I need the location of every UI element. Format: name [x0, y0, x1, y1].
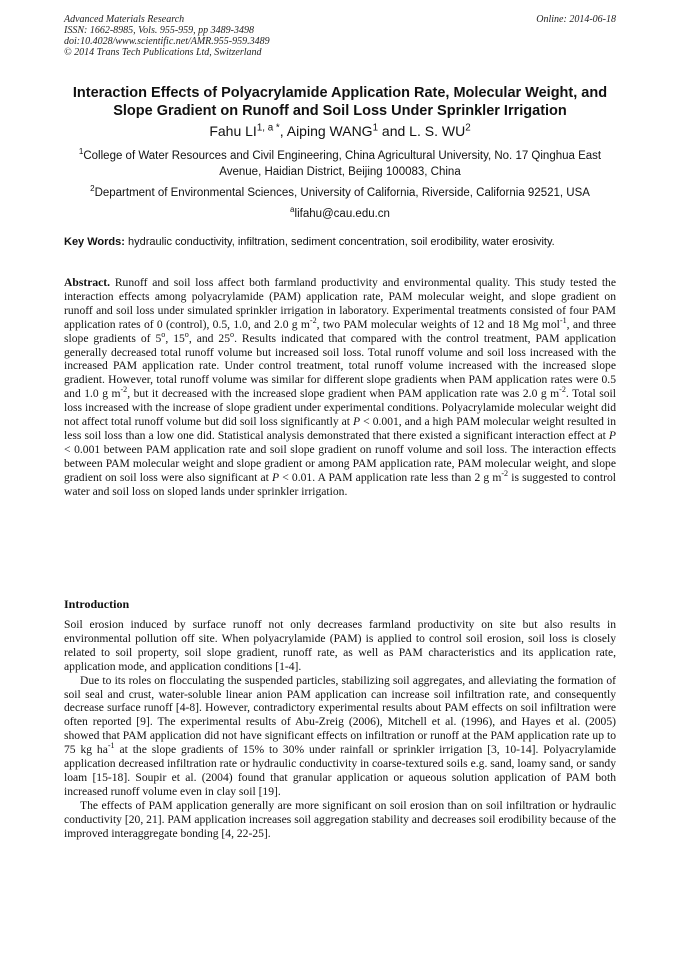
- author-name: L. S. WU: [409, 123, 466, 139]
- paragraph: The effects of PAM application generally are more significant on soil erosion than on soil infiltration or hydraulic conductivity [20, 21]. PAM application increases soil aggregation stability and decreases soil erodibility because of the improved interaggregate bonding [4, 22-25].: [64, 798, 616, 840]
- author-name: Fahu LI: [209, 123, 257, 139]
- journal-header: [64, 14, 616, 58]
- email-address: lifahu@cau.edu.cn: [294, 208, 390, 220]
- degree-superscript: o: [230, 329, 235, 339]
- abstract-text: , two PAM molecular weights of 12 and 18 Mg mol: [316, 317, 560, 331]
- keywords: [64, 236, 616, 250]
- abstract: [64, 276, 616, 499]
- affiliation-2: [60, 185, 620, 201]
- author-list: [60, 122, 620, 140]
- superscript: -2: [309, 315, 317, 325]
- p-value-symbol: P: [608, 428, 616, 442]
- section-heading-introduction: Introduction: [64, 597, 130, 611]
- abstract-label: Abstract.: [64, 276, 111, 289]
- abstract-text: . Total soil loss increased with the increase of slope gradient under experimental conditions. Polyacrylamide molecular weight did not affect total runoff volume but did soil loss significantly at: [64, 387, 616, 429]
- issn-line: ISSN: 1662-8985, Vols. 955-959, pp 3489-3498: [64, 25, 254, 36]
- degree-superscript: o: [184, 329, 189, 339]
- paragraph: Soil erosion induced by surface runoff not only decreases farmland productivity on site but also results in environmental pollution off site. When polyacrylamide (PAM) is applied to control soil erosion, soil loss is closely related to soil property, soil slope gradient, runoff rate, as well as PAM characteristics and its application rate, application mode, and application conditions [1-4].: [64, 618, 616, 673]
- abstract-text: , and three slope gradients of 5: [64, 317, 616, 345]
- copyright-line: © 2014 Trans Tech Publications Ltd, Switzerland: [64, 47, 262, 58]
- journal-name: Advanced Materials Research: [64, 14, 185, 25]
- affiliation-text: College of Water Resources and Civil Engineering, China Agricultural University, No. 17 Qinghua East Avenue, Haidian District, Beijing 100083, China: [83, 150, 602, 178]
- abstract-text: . Results indicated that compared with the control treatment, PAM application generally decreased total runoff volume but increased soil loss. Total runoff volume and soil loss increased with the increased PAM application rate. Under control treatment, total runoff volume increased with the increased slope gradient. However, total runoff volume was similar for different slope gradients when PAM application rates were 0.5 and 1.0 g m: [64, 331, 617, 401]
- p-value-symbol: P: [353, 415, 361, 429]
- author-name: Aiping WANG: [286, 123, 373, 139]
- doi-line: doi:10.4028/www.scientific.net/AMR.955-959.3489: [64, 36, 270, 47]
- author-separator: and: [378, 123, 410, 139]
- paper-title: Interaction Effects of Polyacrylamide Application Rate, Molecular Weight, and Slope Gradient on Runoff and Soil Loss Under Sprinkler Irrigation: [72, 85, 608, 119]
- degree-superscript: o: [161, 329, 166, 339]
- keywords-label: Key Words:: [64, 236, 125, 248]
- abstract-text: , but it decreased with the increased slope gradient when PAM application rate was 2.0 g m: [127, 387, 560, 401]
- abstract-text: < 0.001 between PAM application rate and soil slope gradient on runoff volume and soil loss. The interaction effects between PAM molecular weight and slope gradient or among PAM application rate, PAM molecular weight, and slope gradient on soil loss were also significant at: [64, 442, 616, 484]
- affiliation-text: Department of Environmental Sciences, University of California, Riverside, California 92521, USA: [94, 187, 590, 199]
- affiliation-marker: 1: [78, 147, 84, 157]
- keywords-text: hydraulic conductivity, infiltration, sediment concentration, soil erodibility, water erosivity.: [124, 236, 555, 248]
- paragraph-text: at the slope gradients of 15% to 30% under rainfall or sprinkler irrigation [3, 10-14]. Polyacrylamide application decreased infiltration rate or hydraulic conductivity in coarse-textured soils e.g. sand, loamy sand, or sandy loam [15-18]. Soupir et al. (2004) found that granular application or aqueous solution application of PAM both increased runoff volume even in clay soil [19].: [64, 743, 616, 798]
- affiliation-1: [60, 148, 620, 180]
- abstract-text: Runoff and soil loss affect both farmland productivity and environmental quality. This study tested the interaction effects among polyacrylamide (PAM) application rate, PAM molecular weight, and slope gradient on runoff and soil loss under simulated sprinkler irrigation in laboratory. Experimental treatments consisted of four PAM application rates of 0 (control), 0.5, 1.0, and 2.0 g m: [64, 276, 616, 331]
- paragraph-text: Due to its roles on flocculating the suspended particles, stabilizing soil aggregates, and alleviating the formation of soil seal and crust, water-soluble linear anion PAM application can increase soil infiltration rate, and consequently decrease surface runoff [4-8]. However, contradictory experimental results about PAM effects on soil infiltration were often reported [9]. The experimental results of Abu-Zreig (2006), Mitchell et al. (1996), and Hayes et al. (2005) showed that PAM application did not have significant effects on infiltration or runoff at the PAM application rate up to 75 kg ha: [64, 673, 616, 757]
- superscript: -1: [559, 315, 567, 325]
- introduction-body: [64, 618, 616, 841]
- superscript: -2: [559, 385, 566, 395]
- paragraph: [64, 674, 616, 799]
- abstract-text: , and 25: [188, 331, 230, 345]
- superscript: -1: [107, 741, 115, 751]
- affiliation-marker: 2: [90, 184, 95, 194]
- author-separator: ,: [279, 123, 287, 139]
- p-value-symbol: P: [272, 470, 280, 484]
- author-email: [60, 206, 620, 222]
- abstract-text: is suggested to control water and soil loss on sloped lands under sprinkler irrigation.: [64, 470, 616, 498]
- email-marker: a: [290, 205, 295, 215]
- abstract-text: , 15: [165, 331, 185, 345]
- superscript: -2: [120, 385, 128, 395]
- superscript: -2: [501, 468, 509, 478]
- online-date: Online: 2014-06-18: [536, 14, 616, 25]
- author-superscript: 1: [372, 122, 379, 134]
- abstract-text: < 0.01. A PAM application rate less than 2 g m: [279, 470, 502, 484]
- author-superscript: 1, a *: [256, 122, 280, 134]
- abstract-text: < 0.001, and a high PAM molecular weight resulted in less soil loss than a low one did. Statistical analysis demonstrated that there existed a significant interaction effect at: [64, 415, 616, 442]
- author-superscript: 2: [465, 122, 471, 134]
